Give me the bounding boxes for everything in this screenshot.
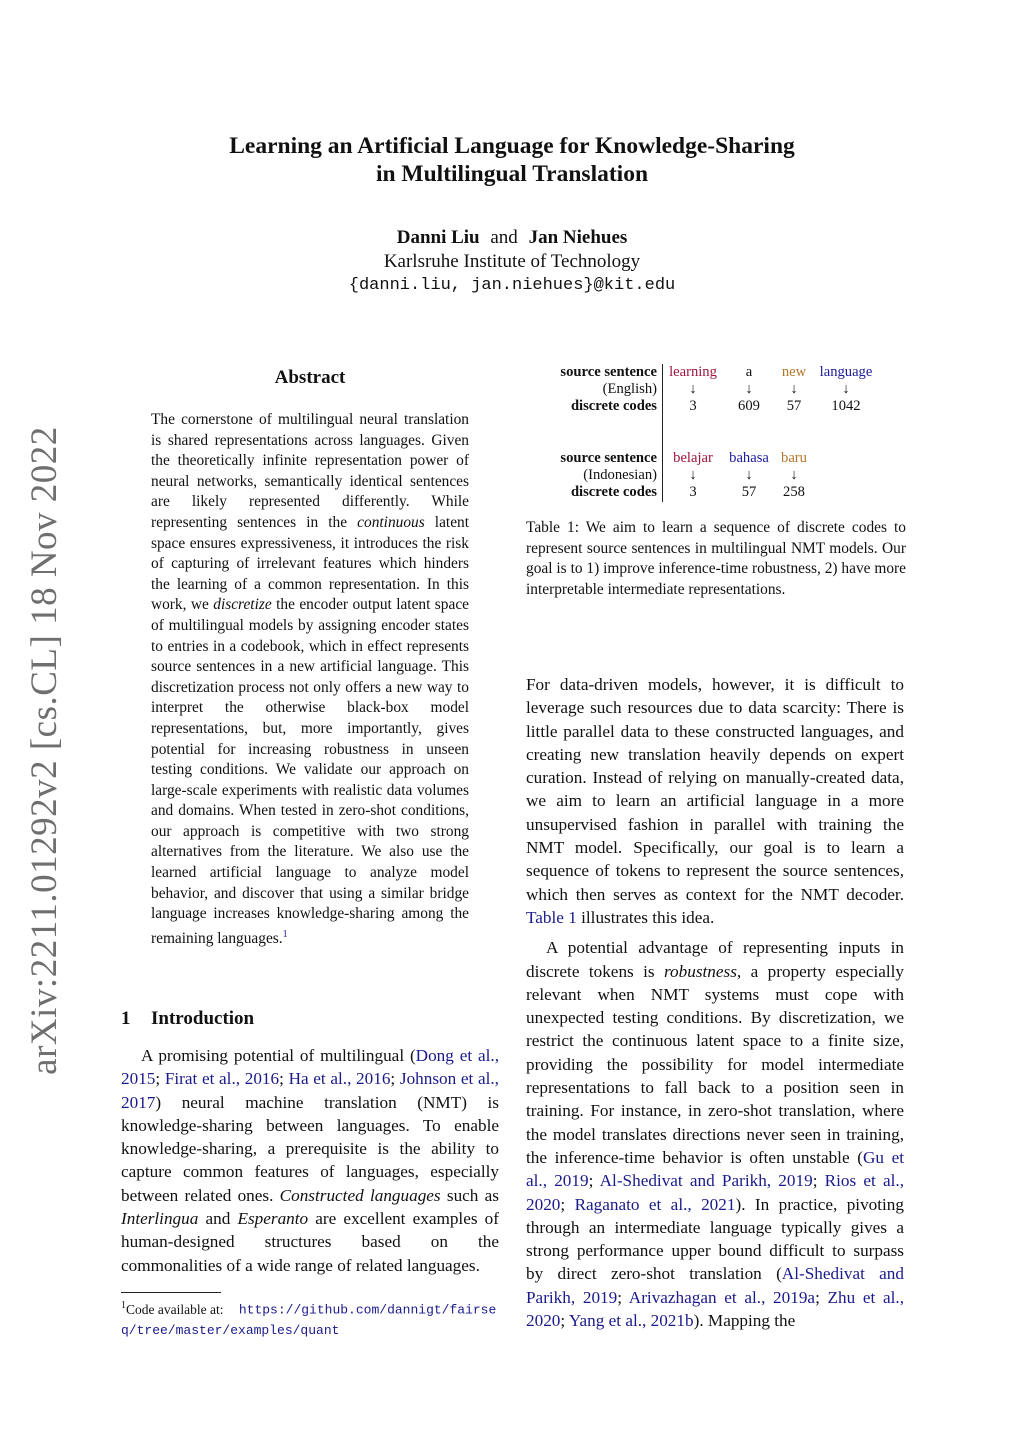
arxiv-stamp bbox=[14, 425, 74, 1075]
citation-link[interactable]: Raganato et al., 2021 bbox=[574, 1194, 736, 1214]
paragraph bbox=[526, 673, 904, 929]
table-code: 258 bbox=[783, 484, 805, 500]
emphasis: Constructed languages bbox=[279, 1185, 441, 1205]
text-run: and bbox=[198, 1209, 238, 1229]
text-run: ). In practice, pivoting through an intermediate language typically gives a strong performance upper bound difficult to surpass by direct zero-shot translation ( bbox=[526, 1194, 904, 1284]
text-run: ; bbox=[812, 1171, 825, 1191]
abstract-emphasis: discretize bbox=[213, 596, 272, 614]
arrow-icon: ↓ bbox=[790, 381, 798, 397]
table-word-indonesian: baru bbox=[781, 450, 807, 466]
table-label: (Indonesian) bbox=[583, 467, 657, 483]
text-run: For data-driven models, however, it is difficult to leverage such resources due to data scarcity: There is little parallel data to these constructed languages, and creating new translation heavily depends on expert curation. Instead of relying on manually-created data, we aim to learn an artificial language in a more unsupervised fashion in parallel with training the NMT model. Specifically, our goal is to learn a sequence of tokens to represent the source sentences, which then serves as context for the NMT decoder. bbox=[526, 675, 904, 904]
arxiv-id: arXiv:2211.01292v2 [cs.CL] 18 Nov 2022 bbox=[23, 425, 65, 1075]
author-1: Danni Liu bbox=[396, 227, 480, 248]
citation-link[interactable]: Gu et al., 2019 bbox=[526, 1147, 904, 1191]
text-run: ; bbox=[279, 1069, 289, 1089]
table-label bbox=[526, 484, 657, 501]
citation-link[interactable]: Firat et al., 2016 bbox=[164, 1069, 280, 1089]
arrow-icon: ↓ bbox=[745, 381, 753, 397]
table-word-english: learning bbox=[669, 364, 717, 380]
right-column-text bbox=[526, 673, 904, 1332]
text-run: ). Mapping the bbox=[693, 1311, 796, 1331]
table-word-english: language bbox=[819, 364, 873, 380]
paragraph bbox=[526, 936, 904, 1332]
row-label-codes: discrete codes bbox=[570, 484, 657, 500]
citation-link[interactable]: Johnson et al., 2017 bbox=[121, 1069, 499, 1112]
table-code: 57 bbox=[786, 398, 802, 414]
table-label bbox=[526, 398, 657, 415]
paper-title bbox=[150, 132, 874, 188]
affiliation: Karlsruhe Institute of Technology bbox=[383, 251, 641, 272]
abstract-emphasis: continuous bbox=[357, 513, 425, 531]
row-label-codes: discrete codes bbox=[570, 398, 657, 414]
code-url-link[interactable]: https://github.com/dannigt/fairseq/tree/master/examples/quant bbox=[121, 1302, 497, 1338]
table-1 bbox=[526, 362, 906, 502]
section-title: Introduction bbox=[151, 1008, 255, 1029]
table-code: 3 bbox=[689, 484, 697, 500]
abstract-text: latent space ensures expressiveness, it introduces the risk of capturing of irrelevant features which hinders the learning of a common representation. In this work, we bbox=[151, 513, 469, 614]
text-run: ; bbox=[560, 1194, 575, 1214]
text-run: ; bbox=[560, 1311, 569, 1331]
table-code: 609 bbox=[738, 398, 760, 414]
text-run: illustrates this idea. bbox=[576, 907, 715, 927]
footnote-text: Code available at: bbox=[126, 1301, 227, 1317]
row-label-source: source sentence bbox=[560, 364, 657, 380]
arrow-icon: ↓ bbox=[745, 467, 753, 483]
citation-link[interactable]: Al-Shedivat and Parikh, 2019 bbox=[599, 1171, 813, 1191]
text-run: ; bbox=[588, 1171, 600, 1191]
section-heading bbox=[121, 1008, 254, 1030]
footnote-rule bbox=[121, 1292, 221, 1293]
table-label bbox=[526, 450, 657, 467]
text-run: are excellent examples of human-designed structures based on the commonalities of a wide range of related languages. bbox=[121, 1209, 499, 1275]
emphasis: Esperanto bbox=[237, 1209, 309, 1229]
title-line-2: in Multilingual Translation bbox=[375, 161, 649, 187]
abstract-text: the encoder output latent space of multilingual models by assigning encoder states to entries in a codebook, which in effect represents source sentences in a new artificial language. This discretization process not only offers a new way to interpret the otherwise black-box model representations, but, more importantly, gives potential for increasing robustness in unseen testing conditions. We validate our approach on large-scale experiments with realistic data volumes and domains. When tested in zero-shot conditions, our approach is competitive with two strong alternatives from the literature. We also use the learned artificial language to analyze model behavior, and discover that using a similar bridge language increases knowledge-sharing among the remaining languages. bbox=[151, 596, 469, 947]
citation-link[interactable]: Rios et al., 2020 bbox=[526, 1171, 905, 1214]
arrow-icon: ↓ bbox=[689, 467, 697, 483]
table-word-english: a bbox=[745, 364, 753, 380]
citation-link[interactable]: Arivazhagan et al., 2019a bbox=[628, 1287, 816, 1307]
table-word-indonesian: belajar bbox=[673, 450, 713, 466]
table-label bbox=[526, 364, 657, 381]
citation-link[interactable]: Zhu et al., 2020 bbox=[526, 1287, 905, 1331]
table-code: 1042 bbox=[831, 398, 861, 414]
table-label: (English) bbox=[602, 381, 657, 397]
text-run: such as bbox=[440, 1185, 499, 1205]
text-run: ; bbox=[617, 1287, 629, 1307]
citation-link[interactable]: Yang et al., 2021b bbox=[568, 1311, 694, 1331]
paragraph bbox=[121, 1044, 499, 1277]
title-line-1: Learning an Artificial Language for Knowledge-Sharing bbox=[229, 133, 795, 159]
text-run: A promising potential of multilingual ( bbox=[141, 1046, 416, 1065]
arrow-icon: ↓ bbox=[689, 381, 697, 397]
arrow-icon: ↓ bbox=[790, 467, 798, 483]
abstract-body bbox=[151, 410, 469, 950]
text-run: ; bbox=[155, 1069, 165, 1089]
author-2: Jan Niehues bbox=[528, 227, 628, 248]
table-word-english: new bbox=[781, 364, 807, 380]
arrow-icon: ↓ bbox=[842, 381, 850, 397]
section-number: 1 bbox=[121, 1008, 131, 1029]
text-run: ; bbox=[390, 1069, 400, 1089]
table-code: 57 bbox=[741, 484, 757, 500]
author-block bbox=[200, 226, 824, 298]
citation-link[interactable]: Dong et al., 2015 bbox=[121, 1046, 499, 1089]
intro-paragraph bbox=[121, 1044, 499, 1277]
table-word-indonesian: bahasa bbox=[729, 450, 769, 466]
citation-link[interactable]: Al-Shedivat and Parikh, 2019 bbox=[526, 1264, 904, 1307]
footnote bbox=[121, 1296, 499, 1340]
text-run: A potential advantage of representing inputs in discrete tokens is bbox=[526, 938, 904, 981]
text-run: ) neural machine translation (NMT) is knowledge-sharing between languages. To enable knowledge-sharing, a prerequisite is the ability to capture common features of languages, especially between related ones. bbox=[121, 1092, 499, 1205]
footnote-number: 1 bbox=[121, 1300, 126, 1311]
abstract-text: The cornerstone of multilingual neural translation is shared representations across languages. Given the theoretically infinite representation power of neural networks, semantically identical sentences are likely represented differently. While representing sentences in the bbox=[151, 411, 469, 531]
table-code: 3 bbox=[689, 398, 697, 414]
text-run: ; bbox=[815, 1287, 828, 1307]
footnote-marker[interactable]: 1 bbox=[282, 928, 288, 940]
text-run: , a property especially relevant when NMT systems must cope with unexpected testing conditions. By discretization, we restrict the continuous latent space to a finite size, providing the possibility for model intermediate representations to fall back to a position seen in training. For instance, in zero-shot translation, where the model translates directions never seen in training, the inference-time behavior is often unstable ( bbox=[526, 961, 904, 1167]
table-caption: Table 1: We aim to learn a sequence of discrete codes to represent source sentences in multilingual NMT models. Our goal is to 1) improve inference-time robustness, 2) have more interpretable intermediate representations. bbox=[526, 519, 906, 598]
author-names bbox=[200, 226, 824, 250]
author-conjunction: and bbox=[490, 227, 518, 248]
email: {danni.liu, jan.niehues}@kit.edu bbox=[348, 276, 676, 295]
citation-link[interactable]: Ha et al., 2016 bbox=[288, 1069, 391, 1089]
table-ref-link[interactable]: Table 1 bbox=[526, 907, 577, 927]
emphasis: robustness bbox=[664, 961, 737, 981]
row-label-source: source sentence bbox=[560, 450, 657, 466]
abstract-heading: Abstract bbox=[274, 367, 346, 388]
emphasis: Interlingua bbox=[121, 1209, 199, 1229]
